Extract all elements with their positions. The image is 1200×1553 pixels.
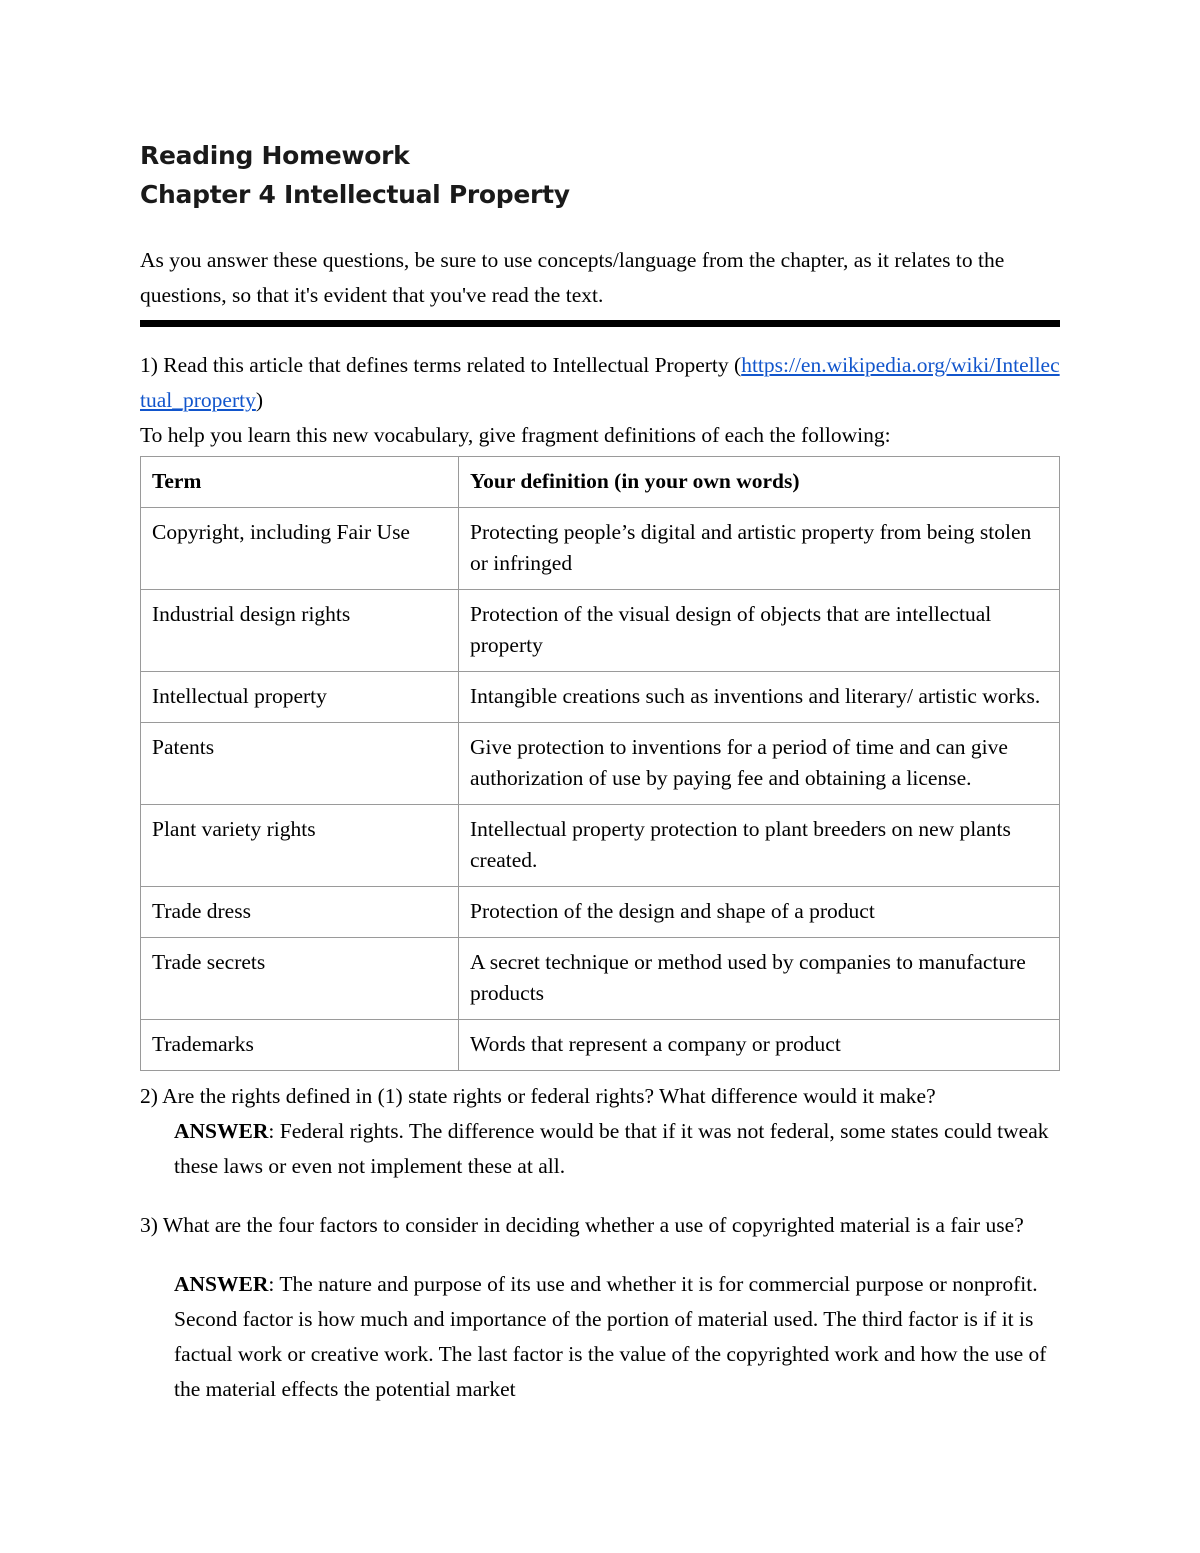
page-title-line-2: Chapter 4 Intellectual Property: [140, 180, 570, 209]
answer-text: : Federal rights. The difference would be that if it was not federal, some states could tweak these laws or even not implement these at all.: [174, 1119, 1049, 1178]
answer-label: ANSWER: [174, 1272, 269, 1296]
question-2-block: [140, 1079, 1060, 1184]
question-3-block: [140, 1208, 1060, 1407]
table-row: [141, 590, 1060, 672]
cell-definition[interactable]: Intellectual property protection to plant breeders on new plants created.: [459, 805, 1060, 887]
question-2-answer: [174, 1114, 1060, 1184]
table-header-row: [141, 457, 1060, 508]
question-3-answer: [174, 1267, 1060, 1407]
cell-term: Patents: [141, 723, 459, 805]
cell-definition[interactable]: Protection of the design and shape of a product: [459, 887, 1060, 938]
cell-term: Industrial design rights: [141, 590, 459, 672]
cell-term: Trademarks: [141, 1020, 459, 1071]
table-row: [141, 672, 1060, 723]
table-row: [141, 723, 1060, 805]
question-1-prompt-close: ): [255, 388, 263, 412]
question-1-block: [140, 348, 1060, 453]
table-body: [141, 508, 1060, 1071]
answer-label: ANSWER: [174, 1119, 269, 1143]
cell-definition[interactable]: Words that represent a company or product: [459, 1020, 1060, 1071]
wikipedia-link[interactable]: https://en.wikipedia.org/wiki/Intellectual_property: [140, 353, 1060, 412]
table-row: [141, 938, 1060, 1020]
cell-term: Copyright, including Fair Use: [141, 508, 459, 590]
page-title-line-1: Reading Homework: [140, 141, 410, 170]
cell-definition[interactable]: Intangible creations such as inventions and literary/ artistic works.: [459, 672, 1060, 723]
document-heading-block: [140, 136, 570, 214]
cell-definition[interactable]: A secret technique or method used by companies to manufacture products: [459, 938, 1060, 1020]
table-row: [141, 887, 1060, 938]
cell-term: Plant variety rights: [141, 805, 459, 887]
column-header-definition: Your definition (in your own words): [459, 457, 1060, 508]
question-1-prompt: [140, 348, 1060, 418]
cell-term: Trade dress: [141, 887, 459, 938]
cell-term: Intellectual property: [141, 672, 459, 723]
cell-term: Trade secrets: [141, 938, 459, 1020]
cell-definition[interactable]: Give protection to inventions for a period of time and can give authorization of use by paying fee and obtaining a license.: [459, 723, 1060, 805]
table-row: [141, 805, 1060, 887]
table-row: [141, 508, 1060, 590]
cell-definition[interactable]: Protecting people’s digital and artistic property from being stolen or infringed: [459, 508, 1060, 590]
table-header: [141, 457, 1060, 508]
question-1-prompt-text: 1) Read this article that defines terms related to Intellectual Property (: [140, 353, 742, 377]
question-1-instruction: To help you learn this new vocabulary, give fragment definitions of each the following:: [140, 423, 891, 447]
column-header-term: Term: [141, 457, 459, 508]
answer-text: : The nature and purpose of its use and whether it is for commercial purpose or nonprofit. Second factor is how much and importance of the portion of material used. The third factor is if it is factual work or creative work. The last factor is the value of the copyrighted work and how the use of the material effects the potential market: [174, 1272, 1047, 1401]
question-2-prompt: 2) Are the rights defined in (1) state rights or federal rights? What difference would it make?: [140, 1084, 936, 1108]
cell-definition[interactable]: Protection of the visual design of objects that are intellectual property: [459, 590, 1060, 672]
vocabulary-table: [140, 456, 1060, 1071]
section-divider: [140, 320, 1060, 327]
intro-paragraph: As you answer these questions, be sure to use concepts/language from the chapter, as it relates to the questions, so that it's evident that you've read the text.: [140, 248, 1005, 307]
question-3-prompt: 3) What are the four factors to consider in deciding whether a use of copyrighted material is a fair use?: [140, 1213, 1024, 1237]
table-row: [141, 1020, 1060, 1071]
